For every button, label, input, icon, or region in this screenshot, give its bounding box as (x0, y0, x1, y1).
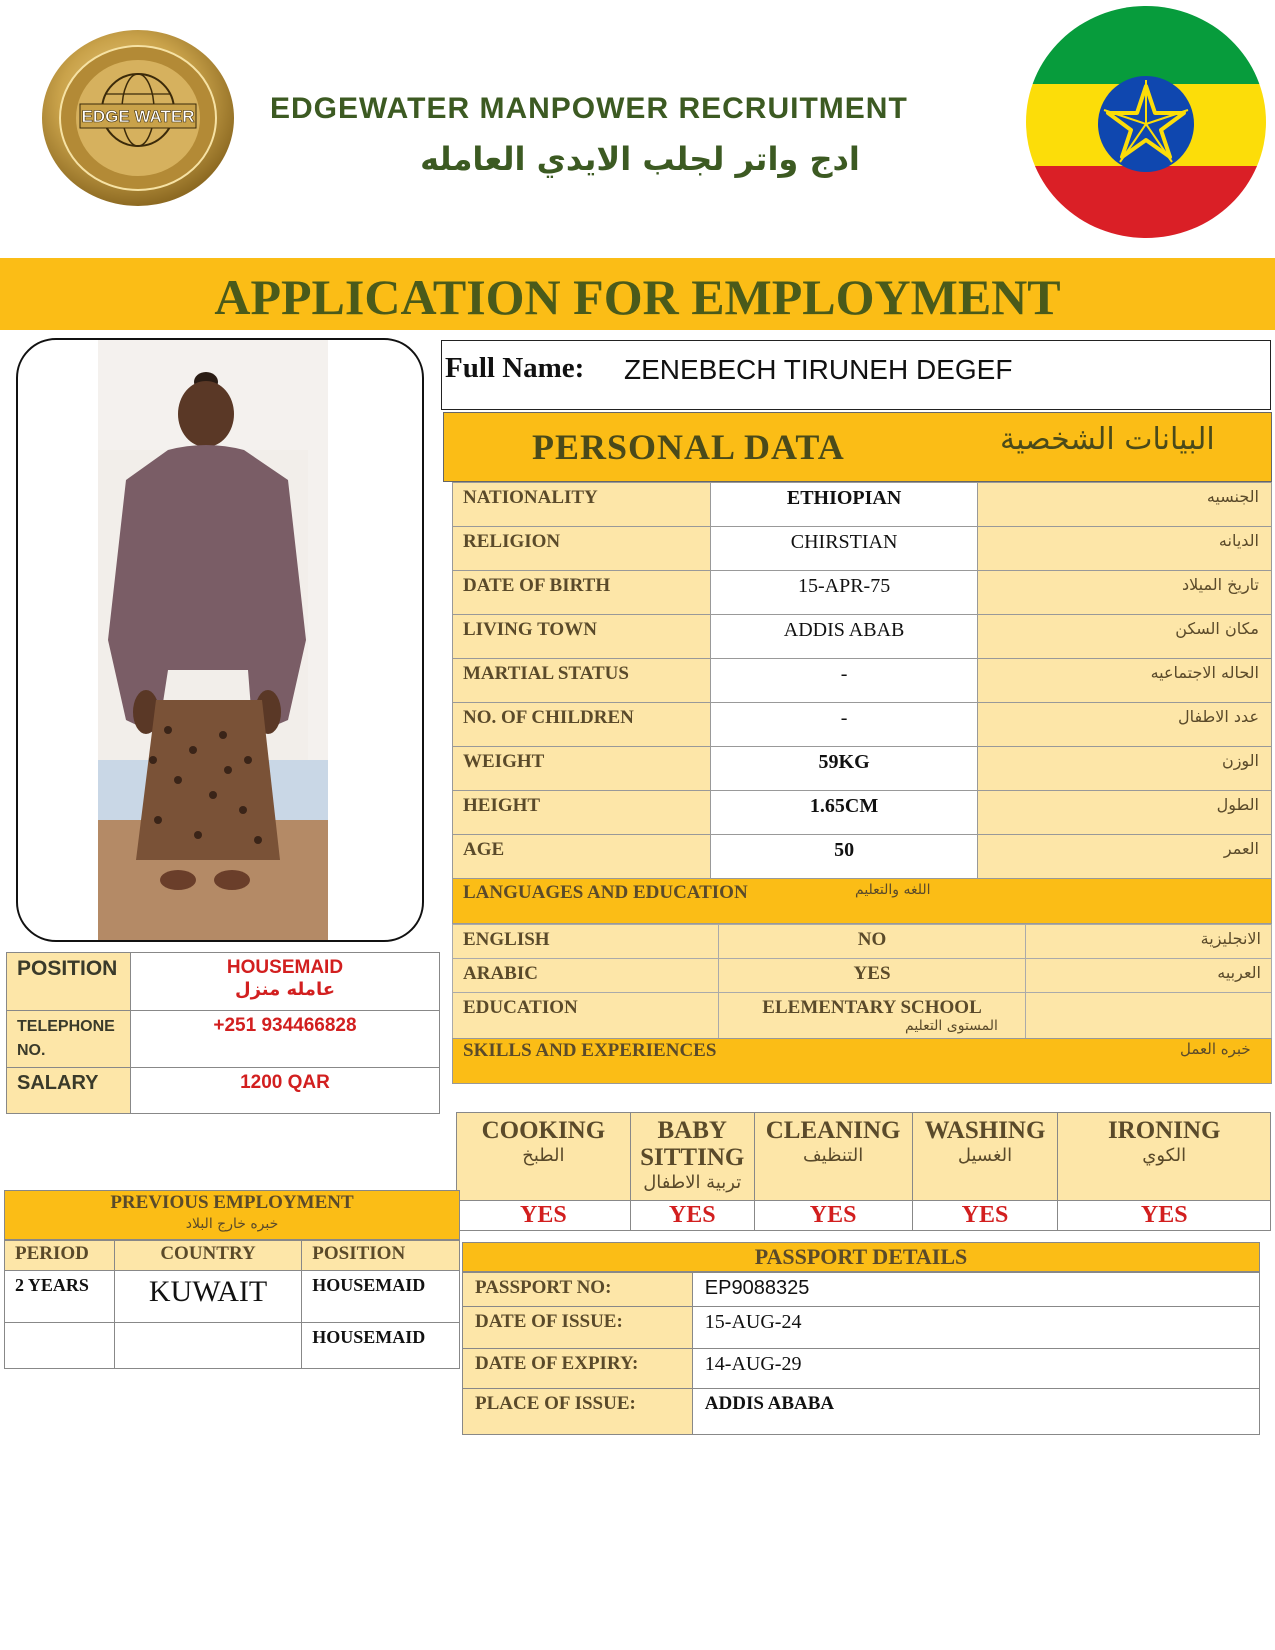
table-row (463, 1273, 1260, 1307)
skill-name-arabic: الكوي (1142, 1145, 1187, 1166)
table-row (453, 571, 1272, 615)
full-name-value: ZENEBECH TIRUNEH DEGEF (624, 354, 1013, 385)
table-row (463, 1307, 1260, 1349)
row-label-arabic: عدد الاطفال (978, 703, 1272, 747)
skill-name: BABY SITTING (640, 1117, 745, 1171)
row-label: AGE (453, 835, 711, 879)
skill-baby-sitting (630, 1113, 754, 1201)
row-label: NO. OF CHILDREN (453, 703, 711, 747)
table-row (5, 1271, 460, 1323)
table-row (453, 959, 1272, 993)
salary-value: 1200 QAR (130, 1068, 439, 1114)
table-row (453, 835, 1272, 879)
applicant-photo-image (18, 340, 424, 942)
telephone-value: +251 934466828 (130, 1011, 439, 1068)
skill-value: YES (1058, 1201, 1271, 1231)
table-row (463, 1389, 1260, 1435)
column-header: PERIOD (5, 1241, 115, 1271)
row-value: 59KG (710, 747, 978, 791)
row-label: PASSPORT NO: (463, 1273, 693, 1307)
row-value: 50 (710, 835, 978, 879)
column-header: COUNTRY (114, 1241, 301, 1271)
skill-cooking (457, 1113, 631, 1201)
row-value: NO (718, 925, 1026, 959)
passport-table (462, 1272, 1260, 1435)
position-value: HOUSEMAID (226, 957, 344, 978)
skill-name-arabic: التنظيف (803, 1145, 864, 1166)
row-value: - (710, 659, 978, 703)
skill-value: YES (912, 1201, 1058, 1231)
position-cell: HOUSEMAID (302, 1323, 460, 1369)
row-label-arabic: العربيه (1026, 959, 1272, 993)
row-label-arabic: الوزن (978, 747, 1272, 791)
personal-data-title: PERSONAL DATA (532, 427, 845, 467)
education-arabic-label: المستوى التعليم (905, 1018, 998, 1034)
row-label: LIVING TOWN (453, 615, 711, 659)
previous-employment-table (4, 1240, 460, 1369)
applicant-photo (16, 338, 424, 942)
position-table (6, 952, 440, 1114)
position-label: POSITION (7, 953, 131, 1011)
table-row (7, 953, 440, 1011)
row-label-arabic: الجنسيه (978, 483, 1272, 527)
skill-name: IRONING (1107, 1117, 1221, 1144)
table-row (453, 483, 1272, 527)
languages-title-arabic: اللغه والتعليم (855, 882, 931, 898)
position-value-cell (130, 953, 439, 1011)
issue-date: 15-AUG-24 (692, 1307, 1259, 1349)
table-row (453, 615, 1272, 659)
row-value: 15-APR-75 (710, 571, 978, 615)
telephone-label: TELEPHONE NO. (7, 1011, 131, 1068)
position-cell: HOUSEMAID (302, 1271, 460, 1323)
country-cell: KUWAIT (114, 1271, 301, 1323)
table-row (453, 527, 1272, 571)
row-label: PLACE OF ISSUE: (463, 1389, 693, 1435)
skill-washing (912, 1113, 1058, 1201)
previous-employment-title-arabic: خبره خارج البلاد (185, 1216, 279, 1232)
row-label-arabic: تاريخ الميلاد (978, 571, 1272, 615)
row-value: 1.65CM (710, 791, 978, 835)
skill-cleaning (754, 1113, 912, 1201)
row-label: DATE OF EXPIRY: (463, 1349, 693, 1389)
row-label-arabic: مكان السكن (978, 615, 1272, 659)
row-label: ARABIC (453, 959, 719, 993)
table-row (463, 1349, 1260, 1389)
table-row (453, 925, 1272, 959)
row-label-arabic: الديانه (978, 527, 1272, 571)
table-row (5, 1323, 460, 1369)
personal-data-table (452, 482, 1272, 879)
row-label: HEIGHT (453, 791, 711, 835)
skill-name-arabic: الغسيل (957, 1145, 1013, 1166)
skill-value: YES (630, 1201, 754, 1231)
skills-table (456, 1112, 1271, 1231)
row-label: RELIGION (453, 527, 711, 571)
table-row (453, 747, 1272, 791)
skill-name: CLEANING (765, 1117, 901, 1144)
period-cell: 2 YEARS (5, 1271, 115, 1323)
row-label-arabic (1026, 993, 1272, 1039)
row-label-arabic: الطول (978, 791, 1272, 835)
row-label-arabic: العمر (978, 835, 1272, 879)
document-title: APPLICATION FOR EMPLOYMENT (214, 269, 1061, 325)
skill-name: WASHING (924, 1117, 1046, 1144)
row-label-arabic: الانجليزية (1026, 925, 1272, 959)
skills-title: SKILLS AND EXPERIENCES (463, 1040, 717, 1061)
row-label: EDUCATION (453, 993, 719, 1039)
row-label: ENGLISH (453, 925, 719, 959)
table-header-row (5, 1241, 460, 1271)
place-of-issue: ADDIS ABABA (692, 1389, 1259, 1435)
skill-ironing (1058, 1113, 1271, 1201)
skill-name-arabic: الطبخ (522, 1145, 565, 1166)
country-cell (114, 1323, 301, 1369)
table-row (457, 1201, 1271, 1231)
period-cell (5, 1323, 115, 1369)
column-header: POSITION (302, 1241, 460, 1271)
skill-name-arabic: تربية الاطفال (643, 1172, 742, 1193)
row-label: NATIONALITY (453, 483, 711, 527)
table-row (453, 703, 1272, 747)
company-logo (40, 28, 236, 208)
row-label: MARTIAL STATUS (453, 659, 711, 703)
full-name-label: Full Name: (445, 352, 585, 384)
skill-name: COOKING (481, 1117, 606, 1144)
row-value: YES (718, 959, 1026, 993)
passport-number: EP9088325 (692, 1273, 1259, 1307)
svg-text:EDGE WATER: EDGE WATER (81, 107, 195, 126)
languages-table (452, 924, 1272, 1039)
expiry-date: 14-AUG-29 (692, 1349, 1259, 1389)
passport-title: PASSPORT DETAILS (754, 1244, 968, 1269)
row-value: CHIRSTIAN (710, 527, 978, 571)
skill-value: YES (457, 1201, 631, 1231)
row-value: ELEMENTARY SCHOOL (718, 993, 1026, 1039)
table-row (453, 791, 1272, 835)
skill-value: YES (754, 1201, 912, 1231)
personal-data-title-arabic: البيانات الشخصية (1000, 422, 1215, 457)
row-label: DATE OF ISSUE: (463, 1307, 693, 1349)
row-value: - (710, 703, 978, 747)
company-name-english: EDGEWATER MANPOWER RECRUITMENT (270, 92, 908, 125)
salary-label: SALARY (7, 1068, 131, 1114)
table-row (457, 1113, 1271, 1201)
languages-title: LANGUAGES AND EDUCATION (463, 882, 748, 903)
row-label: WEIGHT (453, 747, 711, 791)
ethiopia-flag-icon (1024, 4, 1268, 240)
row-label-arabic: الحاله الاجتماعيه (978, 659, 1272, 703)
company-name-arabic: ادج واتر لجلب الايدي العامله (420, 140, 860, 178)
table-row (453, 659, 1272, 703)
previous-employment-title: PREVIOUS EMPLOYMENT (110, 1192, 354, 1213)
row-value: ADDIS ABAB (710, 615, 978, 659)
table-row (7, 1011, 440, 1068)
position-value-arabic: عامله منزل (234, 979, 336, 1000)
table-row (7, 1068, 440, 1114)
row-value: ETHIOPIAN (710, 483, 978, 527)
skills-title-arabic: خبره العمل (1180, 1040, 1251, 1058)
row-label: DATE OF BIRTH (453, 571, 711, 615)
table-row (453, 993, 1272, 1039)
